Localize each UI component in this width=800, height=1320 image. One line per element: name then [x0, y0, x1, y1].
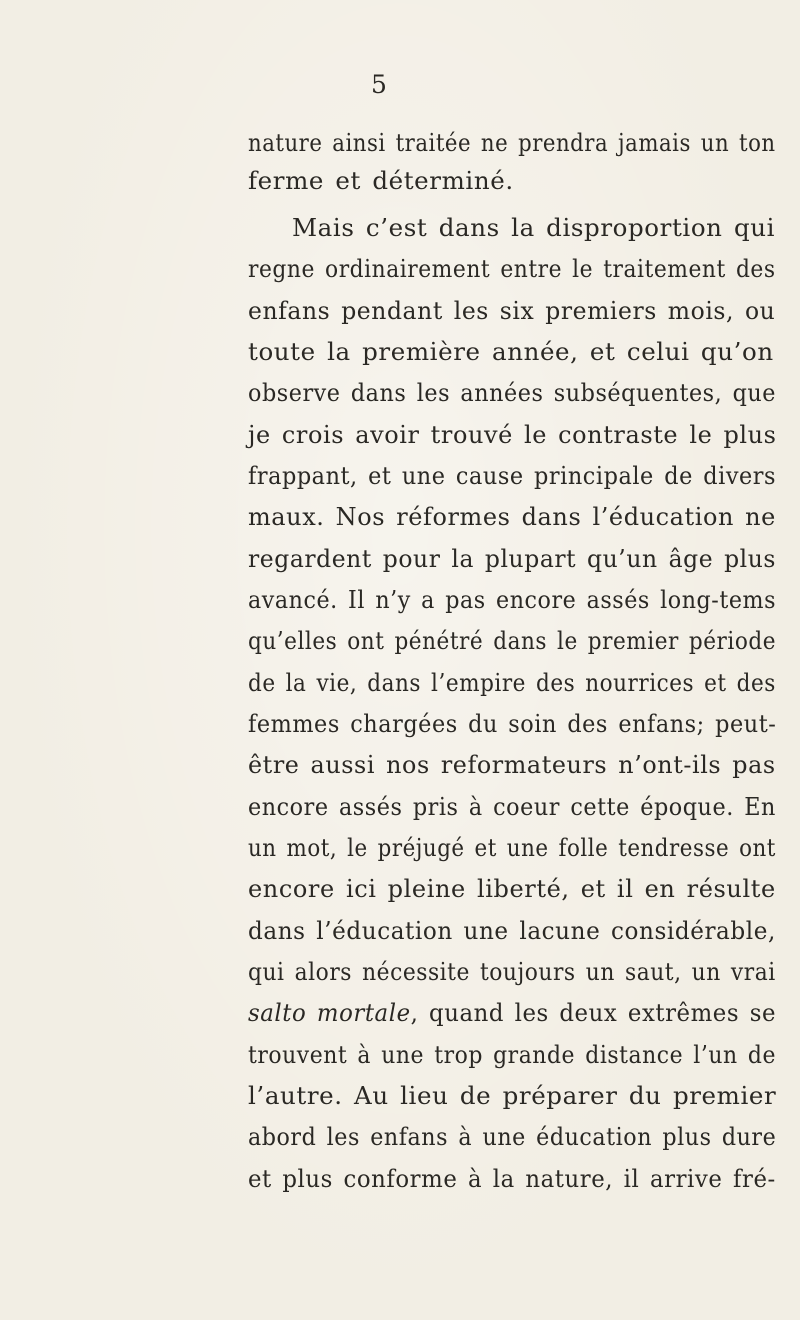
text-line: je crois avoir trouvé le contraste le plus	[248, 420, 777, 449]
text-line: être aussi nos reformateurs n’ont-ils pas	[248, 750, 776, 779]
text-line: frappant, et une cause principale de divers	[248, 461, 777, 490]
text-line: avancé. Il n’y a pas encore assés long-tems	[248, 585, 777, 614]
text-line: et plus conforme à la nature, il arrive fré-	[248, 1164, 776, 1193]
text-line: femmes chargées du soin des enfans; peut-	[248, 709, 777, 738]
text-line: regardent pour la plupart qu’un âge plus	[248, 544, 777, 573]
text-line: qu’elles ont pénétré dans le premier période	[248, 626, 777, 655]
page-number: 5	[371, 70, 387, 99]
text-line	[248, 998, 776, 1028]
text-line-rest: , quand les deux extrêmes se	[410, 998, 777, 1027]
text-line: encore assés pris à coeur cette époque. En	[248, 792, 776, 821]
text-line: dans l’éducation une lacune considérable,	[248, 916, 776, 945]
text-line: maux. Nos réformes dans l’éducation ne	[248, 502, 776, 531]
text-line: abord les enfans à une éducation plus dure	[248, 1122, 777, 1151]
italic-phrase: salto mortale	[248, 998, 411, 1027]
text-line: nature ainsi traitée ne prendra jamais un ton	[248, 128, 776, 157]
text-line: l’autre. Au lieu de préparer du premier	[248, 1081, 777, 1110]
text-line: enfans pendant les six premiers mois, ou	[248, 296, 776, 325]
text-line: toute la première année, et celui qu’on	[248, 337, 774, 366]
text-line: ferme et déterminé.	[248, 166, 514, 195]
text-line: trouvent à une trop grande distance l’un de	[248, 1040, 776, 1069]
text-line: Mais c’est dans la disproportion qui	[292, 213, 776, 242]
text-line: qui alors nécessite toujours un saut, un vrai	[248, 957, 776, 986]
text-line: regne ordinairement entre le traitement des	[248, 254, 776, 283]
text-line: encore ici pleine liberté, et il en résulte	[248, 874, 776, 903]
text-line: un mot, le préjugé et une folle tendresse ont	[248, 833, 776, 862]
text-line: observe dans les années subséquentes, que	[248, 378, 777, 407]
text-line: de la vie, dans l’empire des nourrices et des	[248, 668, 776, 697]
